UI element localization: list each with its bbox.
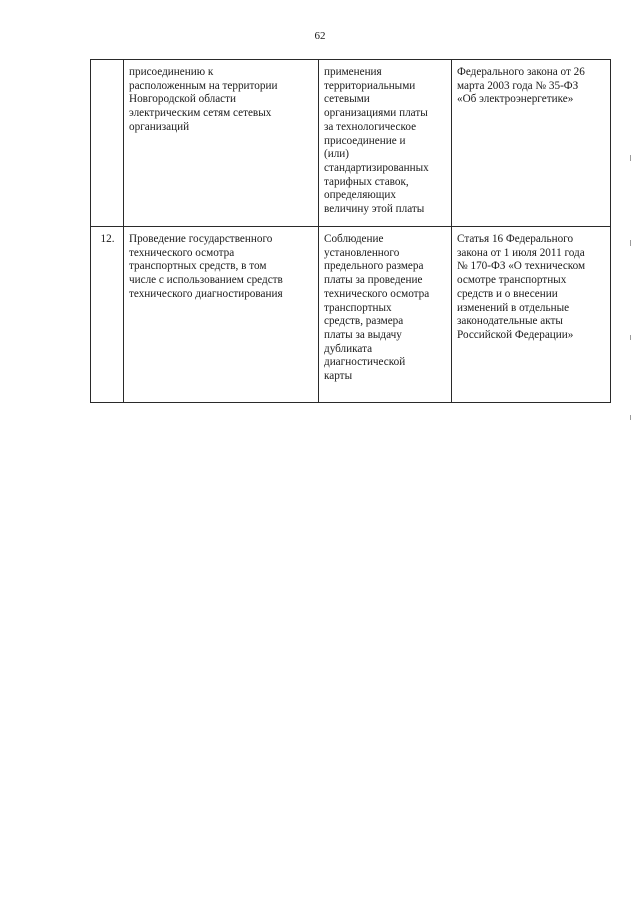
page-number: 62: [314, 30, 326, 42]
legal-basis-cell: [452, 227, 611, 403]
activity-cell: [124, 60, 319, 227]
requirements-table: [90, 59, 611, 403]
scan-mark: [630, 155, 631, 161]
table-row: [91, 227, 611, 403]
legal-basis-text: Федерального закона от 26 марта 2003 года № 35-ФЗ «Об электроэнергетике»: [457, 66, 585, 106]
scan-mark: [630, 240, 631, 246]
scan-mark: [630, 335, 631, 340]
scan-mark: [630, 415, 631, 420]
activity-cell: [124, 227, 319, 403]
table-row: [91, 60, 611, 227]
row-number: 12.: [100, 233, 115, 245]
row-number-cell: [91, 60, 124, 227]
requirement-text: Соблюдение установленного предельного размера платы за проведение технического осмотра транспортных средств, размера платы за выдачу дубликата диагностической карты: [324, 233, 430, 383]
legal-basis-cell: [452, 60, 611, 227]
requirement-cell: [319, 60, 452, 227]
activity-text: присоединению к расположенным на территории Новгородской области электрическим сетям сетевых организаций: [129, 66, 278, 133]
row-number-cell: [91, 227, 124, 403]
requirement-cell: [319, 227, 452, 403]
legal-basis-text: Статья 16 Федерального закона от 1 июля 2011 года № 170-ФЗ «О техническом осмотре транспортных средств и о внесении изменений в отдельные законодательные акты Российской Федерации»: [457, 233, 586, 341]
requirement-text: применения территориальными сетевыми организациями платы за технологическое присоединение и (или) стандартизированных тарифных ставок, определяющих величину этой платы: [324, 66, 429, 216]
activity-text: Проведение государственного технического осмотра транспортных средств, в том числе с использованием средств технического диагностирования: [129, 233, 283, 300]
